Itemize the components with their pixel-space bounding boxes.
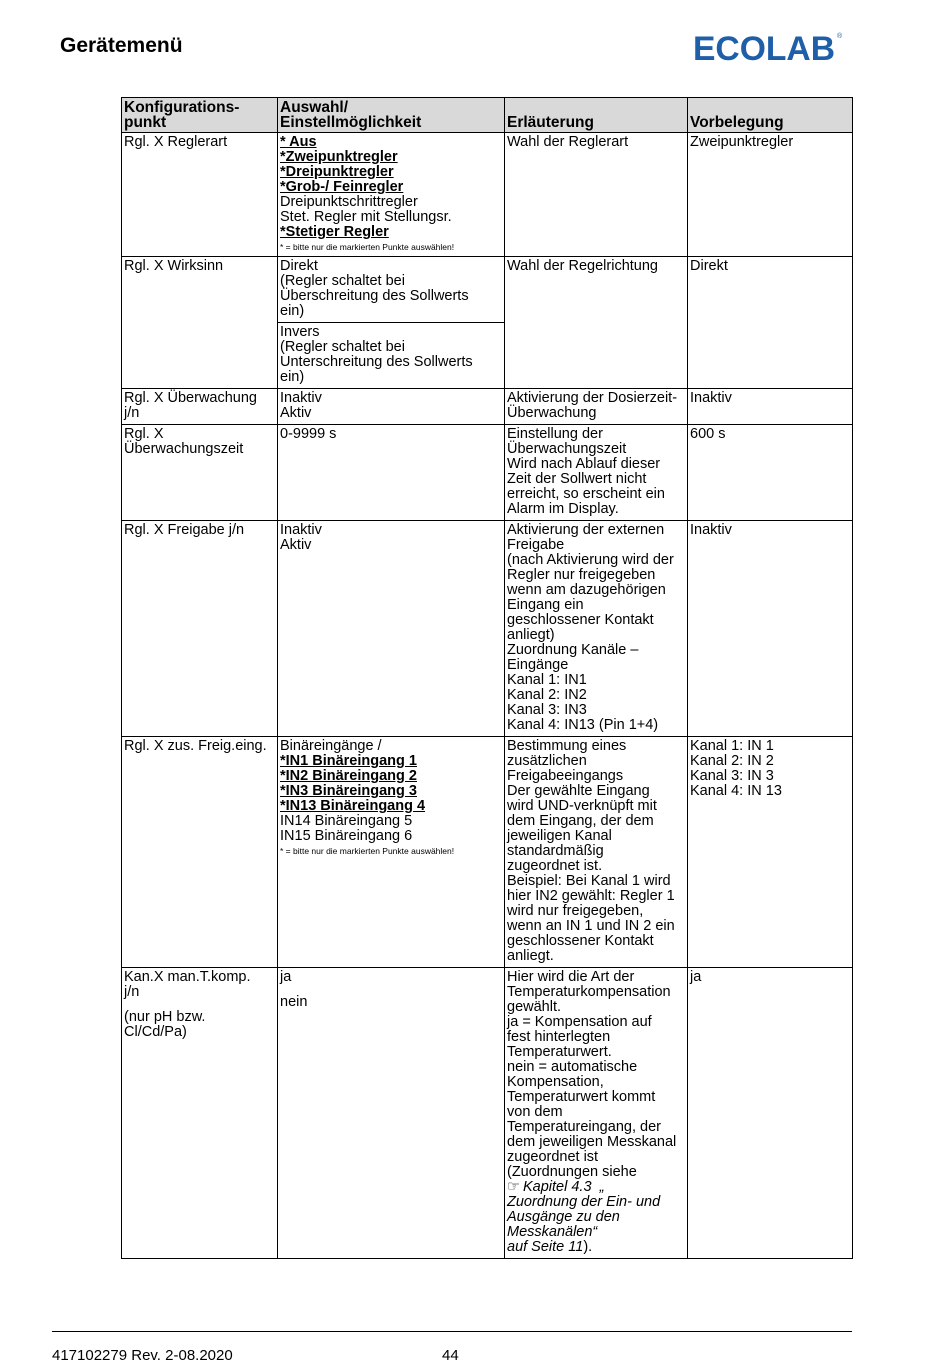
cell-text: Freigabe: [507, 537, 565, 553]
cell-text: j/n: [124, 984, 140, 1000]
cell-text: Temperatureingang, der: [507, 1119, 661, 1135]
option: Dreipunktschrittregler: [280, 194, 418, 210]
table-row: [122, 968, 853, 1259]
cell-text: Direkt: [690, 258, 728, 274]
cell-punkt: [122, 425, 278, 521]
cell-vorbelegung: [688, 968, 853, 1259]
cell-text: Zuordnung Kanäle –: [507, 642, 639, 658]
cell-text: Rgl. X zus. Freig.eing.: [124, 738, 267, 754]
link-text: Kapitel 4.3 „: [523, 1179, 605, 1195]
cell-text: wird UND-verknüpft mit: [507, 798, 657, 814]
cell-text: gewählt.: [507, 999, 562, 1015]
cell-text: Rgl. X Wirksinn: [124, 258, 224, 274]
column-header-auswahl: Auswahl/ Einstellmöglichkeit: [278, 98, 505, 133]
option-nein: nein: [280, 994, 308, 1010]
cell-text: Bestimmung eines: [507, 738, 627, 754]
cell-erlaeuterung: [505, 425, 688, 521]
arrow-hand-icon: ☞: [507, 1179, 520, 1195]
link-line: [507, 1240, 685, 1255]
cell-text: Temperaturwert.: [507, 1044, 612, 1060]
marked-option: *Dreipunktregler: [280, 164, 394, 180]
cell-text: Rgl. X Überwachung: [124, 390, 257, 406]
logo-registered-mark: ®: [837, 33, 843, 40]
cell-text: Inaktiv: [280, 390, 322, 406]
cell-text: Freigabeeingangs: [507, 768, 624, 784]
cell-text: geschlossener Kontakt: [507, 933, 654, 949]
cell-punkt: [122, 521, 278, 737]
cell-text: zusätzlichen: [507, 753, 587, 769]
cell-text: Kompensation,: [507, 1074, 604, 1090]
cell-text: ein): [280, 303, 305, 319]
cell-text: standardmäßig: [507, 843, 604, 859]
cell-text: Überschreitung des Sollwerts: [280, 288, 469, 304]
cell-punkt: [122, 133, 278, 257]
marked-option: *IN2 Binäreingang 2: [280, 768, 417, 784]
cell-text: Beispiel: Bei Kanal 1 wird: [507, 873, 671, 889]
link-text: Ausgänge zu den: [507, 1209, 620, 1225]
cell-text: Kanal 3: IN 3: [690, 768, 774, 784]
option: IN15 Binäreingang 6: [280, 828, 413, 844]
cell-vorbelegung: [688, 425, 853, 521]
link-text: Zuordnung der Ein- und: [507, 1194, 661, 1210]
cell-text: Aktivierung der Dosierzeit-: [507, 390, 678, 406]
table-header-row: [122, 98, 853, 133]
table-row: [122, 389, 853, 425]
cell-auswahl: [278, 389, 505, 425]
cell-text: wird nur freigegeben,: [507, 903, 644, 919]
cell-text: Inaktiv: [280, 522, 322, 538]
cell-auswahl: [278, 257, 505, 323]
cell-text: 600 s: [690, 426, 726, 442]
cell-text: Wahl der Reglerart: [507, 134, 629, 150]
ecolab-logo: [693, 30, 845, 64]
cell-text: Kan.X man.T.komp.: [124, 969, 251, 985]
logo-text: ECOLAB: [693, 30, 835, 64]
cell-text: anliegt): [507, 627, 555, 643]
cell-text: Kanal 2: IN2: [507, 687, 587, 703]
cell-text: hier IN2 gewählt: Regler 1: [507, 888, 675, 904]
cell-text: Kanal 2: IN 2: [690, 753, 774, 769]
cell-auswahl: [278, 737, 505, 968]
link-text: Messkanälen“: [507, 1224, 598, 1240]
cell-vorbelegung: [688, 737, 853, 968]
cell-erlaeuterung: [505, 521, 688, 737]
cell-text: jeweiligen Kanal: [507, 828, 612, 844]
cell-erlaeuterung: [505, 968, 688, 1259]
cell-text: Hier wird die Art der: [507, 969, 635, 985]
column-header-punkt: Konfigurations- punkt: [122, 98, 278, 133]
cell-auswahl: [278, 133, 505, 257]
link-end: ).: [583, 1239, 593, 1255]
link-text: auf Seite 11: [507, 1239, 584, 1255]
cell-auswahl: [278, 323, 505, 389]
cell-text: dem jeweiligen Messkanal: [507, 1134, 677, 1150]
cell-text: j/n: [124, 405, 140, 421]
cell-vorbelegung: [688, 389, 853, 425]
footer-page-number: 44: [442, 1347, 459, 1364]
cell-text: (nach Aktivierung wird der: [507, 552, 674, 568]
cell-text: 0-9999 s: [280, 426, 337, 442]
cell-text: ja = Kompensation auf: [507, 1014, 652, 1030]
option: Binäreingänge /: [280, 738, 382, 754]
cell-erlaeuterung: [505, 133, 688, 257]
cell-text: (Regler schaltet bei: [280, 273, 405, 289]
cell-text: ja: [690, 969, 702, 985]
cell-text: Rgl. X: [124, 426, 164, 442]
cell-punkt: [122, 257, 278, 389]
cell-text: wenn an IN 1 und IN 2 ein: [507, 918, 675, 934]
cell-auswahl: [278, 425, 505, 521]
cell-text: Wahl der Regelrichtung: [507, 258, 658, 274]
cell-text: Temperaturwert kommt: [507, 1089, 656, 1105]
cell-text: Regler nur freigegeben: [507, 567, 656, 583]
footer-divider: [52, 1331, 852, 1332]
cell-text: (Zuordnungen siehe: [507, 1164, 637, 1180]
cell-vorbelegung: [688, 257, 853, 389]
cell-text: Überwachungszeit: [124, 441, 244, 457]
table-row: [122, 133, 853, 257]
option: IN14 Binäreingang 5: [280, 813, 413, 829]
cell-text: Eingänge: [507, 657, 569, 673]
option-ja: ja: [280, 969, 292, 985]
cell-text: Überwachung: [507, 405, 597, 421]
cell-text: fest hinterlegten: [507, 1029, 611, 1045]
cell-text: Der gewählte Eingang: [507, 783, 650, 799]
cell-text: Rgl. X Reglerart: [124, 134, 228, 150]
cell-text: Kanal 3: IN3: [507, 702, 587, 718]
cell-text: Temperaturkompensation: [507, 984, 671, 1000]
cell-text: Aktivierung der externen: [507, 522, 665, 538]
cell-text: Überwachungszeit: [507, 441, 627, 457]
link-line: [507, 1180, 685, 1195]
cell-text: Zweipunktregler: [690, 134, 794, 150]
cell-text: zugeordnet ist.: [507, 858, 603, 874]
column-header-erlaeuterung: Erläuterung: [505, 98, 688, 133]
cell-text: Unterschreitung des Sollwerts: [280, 354, 473, 370]
cell-text: Invers: [280, 324, 320, 340]
cell-text: Aktiv: [280, 405, 312, 421]
cell-text: anliegt.: [507, 948, 554, 964]
selection-note: * = bitte nur die markierten Punkte auswählen!: [280, 242, 455, 252]
spacer: [280, 985, 502, 995]
cell-text: Wird nach Ablauf dieser: [507, 456, 661, 472]
cell-text: Kanal 1: IN1: [507, 672, 587, 688]
table-row: [122, 425, 853, 521]
cell-text: nein = automatische: [507, 1059, 638, 1075]
cell-punkt: [122, 737, 278, 968]
table-row: [122, 737, 853, 968]
cell-text: Cl/Cd/Pa): [124, 1024, 187, 1040]
selection-note: * = bitte nur die markierten Punkte auswählen!: [280, 846, 455, 856]
cell-text: Alarm im Display.: [507, 501, 619, 517]
marked-option: *IN1 Binäreingang 1: [280, 753, 417, 769]
cell-text: Zeit der Sollwert nicht: [507, 471, 647, 487]
marked-option: *IN13 Binäreingang 4: [280, 798, 426, 814]
cell-text: Direkt: [280, 258, 318, 274]
chapter-reference-link[interactable]: [507, 1180, 685, 1255]
marked-option: *Grob-/ Feinregler: [280, 179, 404, 195]
cell-erlaeuterung: [505, 257, 688, 389]
cell-text: ein): [280, 369, 305, 385]
table-row: [122, 521, 853, 737]
cell-erlaeuterung: [505, 389, 688, 425]
cell-text: geschlossener Kontakt: [507, 612, 654, 628]
footer-doc-id: 417102279 Rev. 2-08.2020: [52, 1347, 233, 1364]
cell-auswahl: [278, 521, 505, 737]
cell-text: (Regler schaltet bei: [280, 339, 405, 355]
cell-text: Inaktiv: [690, 522, 732, 538]
marked-option: *Stetiger Regler: [280, 224, 389, 240]
marked-option: * Aus: [280, 134, 317, 150]
cell-text: wenn am dazugehörigen: [507, 582, 666, 598]
cell-erlaeuterung: [505, 737, 688, 968]
cell-text: von dem: [507, 1104, 563, 1120]
cell-auswahl: [278, 968, 505, 1259]
marked-option: *Zweipunktregler: [280, 149, 398, 165]
cell-text: Inaktiv: [690, 390, 732, 406]
cell-text: Einstellung der: [507, 426, 603, 442]
column-header-vorbelegung: Vorbelegung: [688, 98, 853, 133]
cell-text: Aktiv: [280, 537, 312, 553]
table-row: [122, 257, 853, 323]
option: Stet. Regler mit Stellungsr.: [280, 209, 452, 225]
cell-punkt: [122, 389, 278, 425]
configuration-table: [121, 97, 853, 1259]
page-title: Gerätemenü: [60, 34, 183, 57]
cell-vorbelegung: [688, 133, 853, 257]
cell-punkt: [122, 968, 278, 1259]
marked-option: *IN3 Binäreingang 3: [280, 783, 417, 799]
cell-text: Kanal 4: IN 13: [690, 783, 782, 799]
cell-text: dem Eingang, der dem: [507, 813, 654, 829]
cell-text: Kanal 4: IN13 (Pin 1+4): [507, 717, 659, 733]
cell-text: erreicht, so erscheint ein: [507, 486, 665, 502]
cell-text: Eingang ein: [507, 597, 584, 613]
cell-vorbelegung: [688, 521, 853, 737]
cell-text: Rgl. X Freigabe j/n: [124, 522, 245, 538]
cell-text: zugeordnet ist: [507, 1149, 599, 1165]
cell-text: Kanal 1: IN 1: [690, 738, 774, 754]
cell-text: (nur pH bzw.: [124, 1009, 206, 1025]
